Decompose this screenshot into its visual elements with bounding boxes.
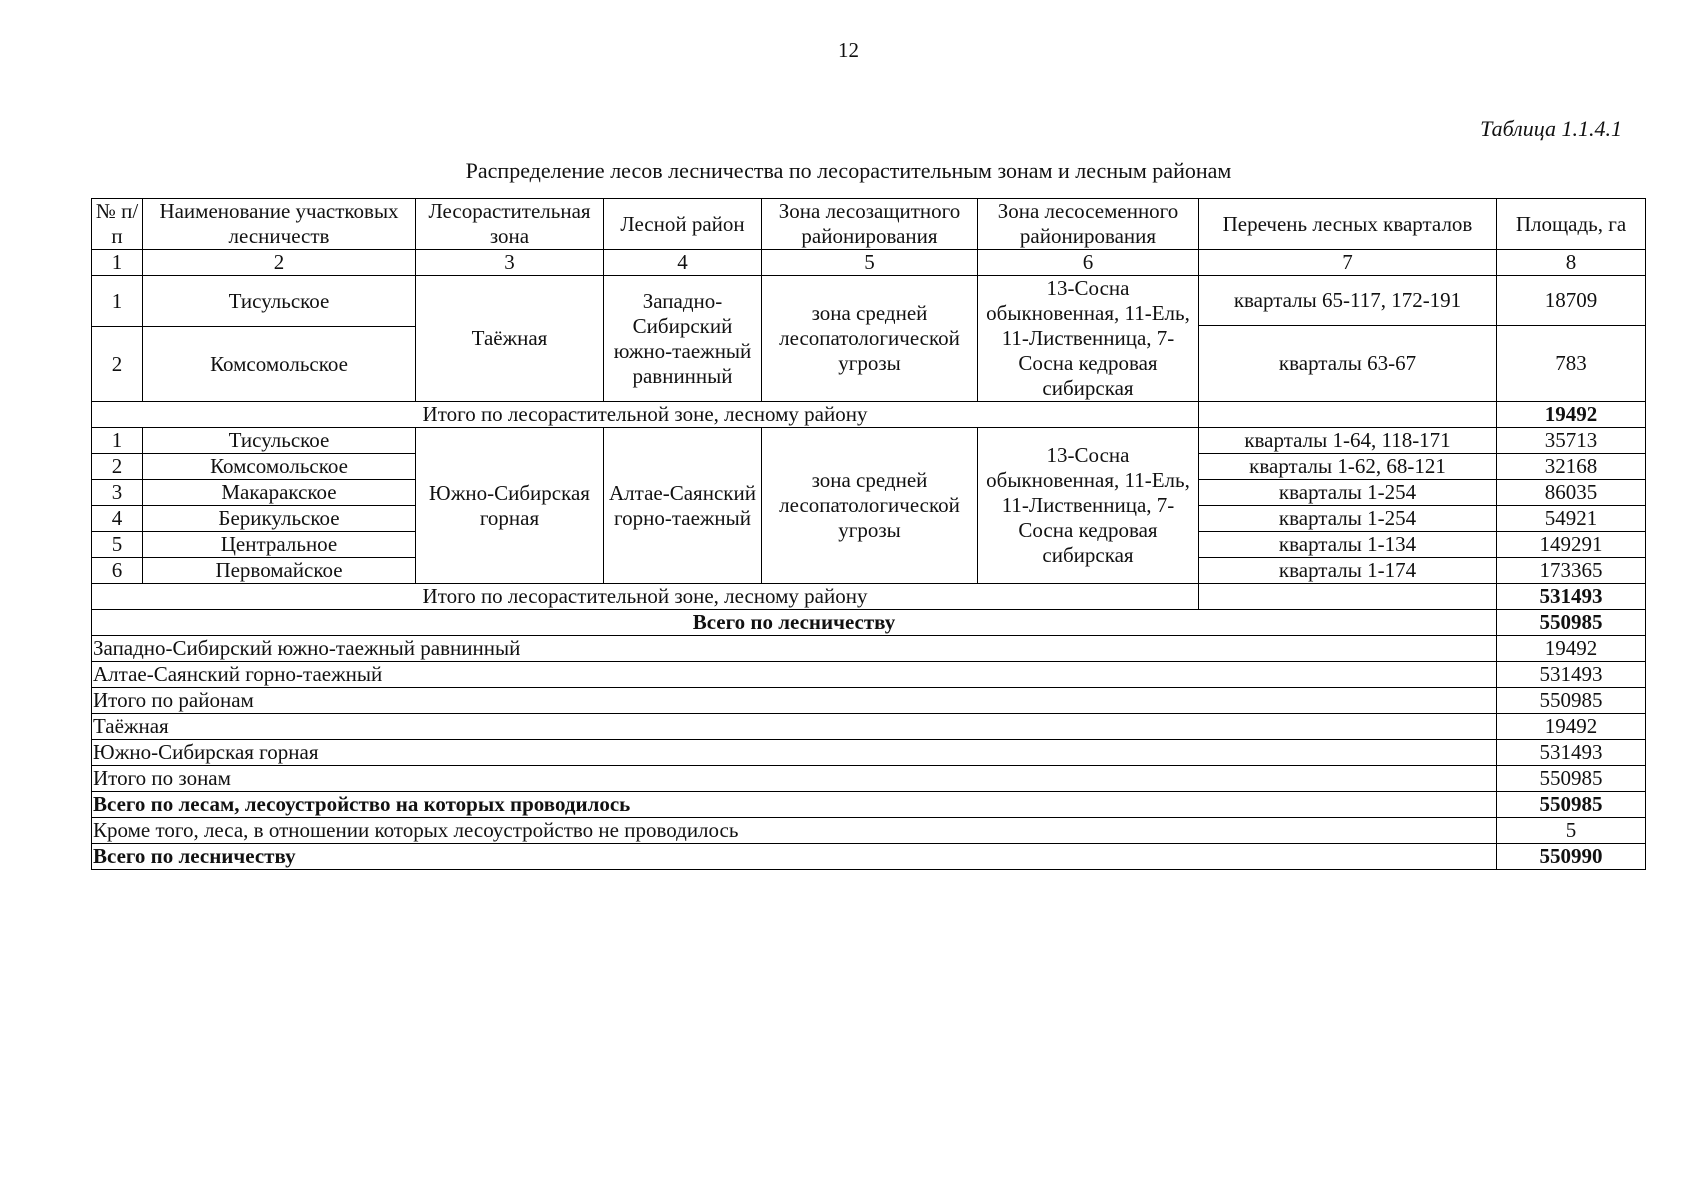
row-quarters: кварталы 1-64, 118-171 [1199,428,1497,454]
veg-zone-cell: Таёжная [416,276,604,402]
row-quarters: кварталы 1-174 [1199,558,1497,584]
row-num: 1 [92,276,143,327]
summary-label: Итого по районам [92,688,1497,714]
row-quarters: кварталы 1-134 [1199,532,1497,558]
header-row [92,199,1646,250]
header-protect-zone: Зона лесозащитного районирования [762,199,978,250]
summary-row [92,714,1646,740]
header-num: № п/п [92,199,143,250]
row-num: 5 [92,532,143,558]
header-number: 5 [762,250,978,276]
summary-value: 531493 [1497,662,1646,688]
header-seed-zone: Зона лесосеменного районирования [978,199,1199,250]
row-area: 149291 [1497,532,1646,558]
row-quarters: кварталы 1-254 [1199,506,1497,532]
seed-zone-cell: 13-Сосна обыкновенная, 11-Ель, 11-Лиственница, 7-Сосна кедровая сибирская [978,428,1199,584]
header-veg-zone: Лесорастительная зона [416,199,604,250]
summary-label: Кроме того, леса, в отношении которых лесоустройство не проводилось [92,818,1497,844]
row-name: Комсомольское [143,327,416,402]
row-num: 2 [92,454,143,480]
subtotal-row [92,402,1646,428]
summary-value: 5 [1497,818,1646,844]
row-quarters: кварталы 65-117, 172-191 [1199,276,1497,326]
row-area: 783 [1497,326,1646,402]
table-title: Распределение лесов лесничества по лесорастительным зонам и лесным районам [465,158,1232,183]
row-num: 6 [92,558,143,584]
district-cell: Алтае-Саянский горно-таежный [604,428,762,584]
header-number: 2 [143,250,416,276]
header-number: 7 [1199,250,1497,276]
row-num: 3 [92,480,143,506]
row-quarters: кварталы 1-62, 68-121 [1199,454,1497,480]
row-num: 2 [92,327,143,402]
total-forestry-value: 550985 [1497,610,1646,636]
row-area: 18709 [1497,276,1646,326]
header-number-row [92,250,1646,276]
summary-label: Всего по лесничеству [92,844,1497,870]
summary-label: Южно-Сибирская горная [92,740,1497,766]
summary-row [92,766,1646,792]
summary-value: 550985 [1497,792,1646,818]
row-quarters: кварталы 1-254 [1199,480,1497,506]
row-name: Макаракское [143,480,416,506]
header-quarters: Перечень лесных кварталов [1199,199,1497,250]
summary-value: 550990 [1497,844,1646,870]
summary-row [92,818,1646,844]
protect-zone-cell: зона средней лесопатологической угрозы [762,276,978,402]
row-num: 1 [92,428,143,454]
total-forestry-row [92,610,1646,636]
row-area: 173365 [1497,558,1646,584]
row-area: 54921 [1497,506,1646,532]
header-number: 3 [416,250,604,276]
district-cell: Западно-Сибирский южно-таежный равнинный [604,276,762,402]
seed-zone-cell: 13-Сосна обыкновенная, 11-Ель, 11-Лиственница, 7-Сосна кедровая сибирская [978,276,1199,402]
row-name: Комсомольское [143,454,416,480]
header-number: 4 [604,250,762,276]
subtotal-empty [1199,584,1497,610]
summary-label: Итого по зонам [92,766,1497,792]
header-number: 8 [1497,250,1646,276]
summary-value: 531493 [1497,740,1646,766]
row-name: Тисульское [143,276,416,327]
summary-label: Западно-Сибирский южно-таежный равнинный [92,636,1497,662]
row-name: Тисульское [143,428,416,454]
summary-row [92,636,1646,662]
row-num: 4 [92,506,143,532]
table-id: Таблица 1.1.4.1 [1480,116,1622,141]
summary-row [92,688,1646,714]
row-name: Центральное [143,532,416,558]
subtotal-label: Итого по лесорастительной зоне, лесному району [92,584,1199,610]
row-name: Первомайское [143,558,416,584]
summary-label: Алтае-Саянский горно-таежный [92,662,1497,688]
row-area: 32168 [1497,454,1646,480]
total-forestry-label: Всего по лесничеству [92,610,1497,636]
header-name: Наименование участковых лесничеств [143,199,416,250]
page-number: 12 [838,38,859,62]
summary-value: 550985 [1497,766,1646,792]
summary-value: 19492 [1497,714,1646,740]
header-area: Площадь, га [1497,199,1646,250]
summary-row [92,792,1646,818]
table-row [92,276,1646,326]
subtotal-label: Итого по лесорастительной зоне, лесному району [92,402,1199,428]
summary-row [92,740,1646,766]
protect-zone-cell: зона средней лесопатологической угрозы [762,428,978,584]
subtotal-empty [1199,402,1497,428]
header-number: 6 [978,250,1199,276]
table-row [92,428,1646,454]
summary-row [92,662,1646,688]
header-district: Лесной район [604,199,762,250]
row-area: 35713 [1497,428,1646,454]
subtotal-row [92,584,1646,610]
summary-value: 550985 [1497,688,1646,714]
subtotal-value: 531493 [1497,584,1646,610]
summary-value: 19492 [1497,636,1646,662]
row-quarters: кварталы 63-67 [1199,326,1497,402]
summary-label: Таёжная [92,714,1497,740]
subtotal-value: 19492 [1497,402,1646,428]
header-number: 1 [92,250,143,276]
row-name: Берикульское [143,506,416,532]
row-area: 86035 [1497,480,1646,506]
summary-label: Всего по лесам, лесоустройство на которых проводилось [92,792,1497,818]
veg-zone-cell: Южно-Сибирская горная [416,428,604,584]
summary-row [92,844,1646,870]
forest-distribution-table [91,198,1646,870]
